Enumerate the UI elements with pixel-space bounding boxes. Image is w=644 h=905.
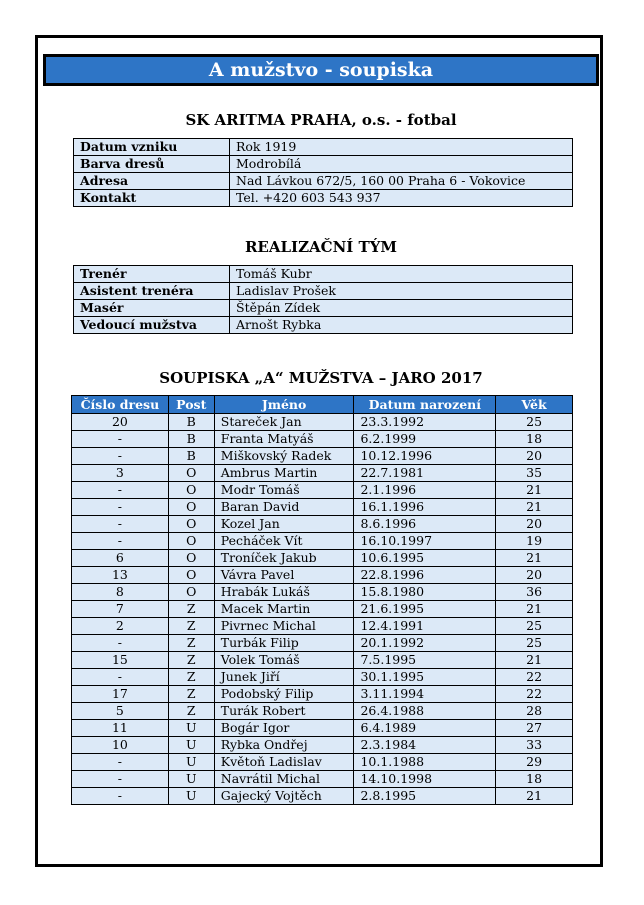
cell-position: B bbox=[168, 448, 214, 465]
table-row bbox=[72, 550, 573, 567]
cell-jersey-number: - bbox=[72, 482, 169, 499]
table-row bbox=[72, 703, 573, 720]
cell-age: 21 bbox=[496, 788, 573, 805]
table-row bbox=[72, 686, 573, 703]
cell-player-name: Macek Martin bbox=[214, 601, 354, 618]
column-header-player-name: Jméno bbox=[214, 396, 354, 414]
cell-position: O bbox=[168, 584, 214, 601]
table-row bbox=[72, 448, 573, 465]
cell-jersey-number: 3 bbox=[72, 465, 169, 482]
info-value: Arnošt Rybka bbox=[230, 317, 573, 334]
cell-age: 35 bbox=[496, 465, 573, 482]
cell-player-name: Modr Tomáš bbox=[214, 482, 354, 499]
cell-player-name: Pecháček Vít bbox=[214, 533, 354, 550]
cell-age: 20 bbox=[496, 516, 573, 533]
cell-position: U bbox=[168, 788, 214, 805]
cell-birth-date: 10.6.1995 bbox=[354, 550, 496, 567]
info-row bbox=[74, 173, 573, 190]
cell-player-name: Pivrnec Michal bbox=[214, 618, 354, 635]
table-row bbox=[72, 788, 573, 805]
info-label: Trenér bbox=[74, 266, 230, 283]
cell-position: O bbox=[168, 482, 214, 499]
table-row bbox=[72, 618, 573, 635]
cell-position: Z bbox=[168, 686, 214, 703]
table-row bbox=[72, 567, 573, 584]
cell-birth-date: 14.10.1998 bbox=[354, 771, 496, 788]
cell-age: 25 bbox=[496, 414, 573, 431]
cell-birth-date: 2.1.1996 bbox=[354, 482, 496, 499]
info-row bbox=[74, 283, 573, 300]
cell-age: 21 bbox=[496, 652, 573, 669]
cell-position: O bbox=[168, 533, 214, 550]
table-row bbox=[72, 431, 573, 448]
roster-heading: SOUPISKA „A“ MUŽSTVA – JARO 2017 bbox=[159, 369, 483, 387]
club-info-table bbox=[73, 138, 573, 207]
cell-position: Z bbox=[168, 669, 214, 686]
cell-birth-date: 7.5.1995 bbox=[354, 652, 496, 669]
cell-jersey-number: - bbox=[72, 754, 169, 771]
cell-jersey-number: 6 bbox=[72, 550, 169, 567]
cell-age: 29 bbox=[496, 754, 573, 771]
info-row bbox=[74, 139, 573, 156]
cell-age: 22 bbox=[496, 669, 573, 686]
info-label: Masér bbox=[74, 300, 230, 317]
cell-age: 20 bbox=[496, 448, 573, 465]
table-row bbox=[72, 482, 573, 499]
cell-position: B bbox=[168, 431, 214, 448]
cell-position: U bbox=[168, 754, 214, 771]
cell-player-name: Turák Robert bbox=[214, 703, 354, 720]
cell-age: 18 bbox=[496, 431, 573, 448]
cell-player-name: Volek Tomáš bbox=[214, 652, 354, 669]
cell-position: Z bbox=[168, 618, 214, 635]
info-value: Rok 1919 bbox=[230, 139, 573, 156]
cell-birth-date: 22.8.1996 bbox=[354, 567, 496, 584]
cell-player-name: Podobský Filip bbox=[214, 686, 354, 703]
cell-birth-date: 12.4.1991 bbox=[354, 618, 496, 635]
page-title: A mužstvo - soupiska bbox=[43, 54, 599, 86]
cell-age: 18 bbox=[496, 771, 573, 788]
cell-player-name: Troníček Jakub bbox=[214, 550, 354, 567]
cell-position: O bbox=[168, 499, 214, 516]
cell-jersey-number: - bbox=[72, 516, 169, 533]
cell-player-name: Ambrus Martin bbox=[214, 465, 354, 482]
table-row bbox=[72, 465, 573, 482]
team-info-table bbox=[73, 265, 573, 334]
cell-player-name: Rybka Ondřej bbox=[214, 737, 354, 754]
cell-player-name: Květoň Ladislav bbox=[214, 754, 354, 771]
table-row bbox=[72, 737, 573, 754]
cell-age: 22 bbox=[496, 686, 573, 703]
cell-position: O bbox=[168, 550, 214, 567]
team-heading: REALIZAČNÍ TÝM bbox=[244, 238, 398, 256]
table-row bbox=[72, 720, 573, 737]
info-label: Vedoucí mužstva bbox=[74, 317, 230, 334]
table-row bbox=[72, 533, 573, 550]
cell-position: O bbox=[168, 465, 214, 482]
info-label: Datum vzniku bbox=[74, 139, 230, 156]
cell-position: B bbox=[168, 414, 214, 431]
table-row bbox=[72, 754, 573, 771]
cell-position: Z bbox=[168, 652, 214, 669]
cell-age: 19 bbox=[496, 533, 573, 550]
cell-birth-date: 3.11.1994 bbox=[354, 686, 496, 703]
cell-birth-date: 8.6.1996 bbox=[354, 516, 496, 533]
info-label: Kontakt bbox=[74, 190, 230, 207]
cell-jersey-number: 20 bbox=[72, 414, 169, 431]
table-row bbox=[72, 414, 573, 431]
cell-birth-date: 6.2.1999 bbox=[354, 431, 496, 448]
table-row bbox=[72, 771, 573, 788]
cell-position: Z bbox=[168, 635, 214, 652]
table-row bbox=[72, 584, 573, 601]
table-row bbox=[72, 652, 573, 669]
cell-birth-date: 15.8.1980 bbox=[354, 584, 496, 601]
table-row bbox=[72, 516, 573, 533]
cell-player-name: Gajecký Vojtěch bbox=[214, 788, 354, 805]
cell-jersey-number: 7 bbox=[72, 601, 169, 618]
cell-position: U bbox=[168, 771, 214, 788]
info-row bbox=[74, 266, 573, 283]
column-header-age: Věk bbox=[496, 396, 573, 414]
cell-position: U bbox=[168, 720, 214, 737]
info-value: Tomáš Kubr bbox=[230, 266, 573, 283]
cell-age: 21 bbox=[496, 601, 573, 618]
cell-jersey-number: - bbox=[72, 771, 169, 788]
cell-age: 36 bbox=[496, 584, 573, 601]
roster-table bbox=[71, 395, 573, 805]
info-value: Modrobílá bbox=[230, 156, 573, 173]
cell-jersey-number: - bbox=[72, 431, 169, 448]
table-row bbox=[72, 601, 573, 618]
table-row bbox=[72, 635, 573, 652]
cell-player-name: Hrabák Lukáš bbox=[214, 584, 354, 601]
club-heading: SK ARITMA PRAHA, o.s. - fotbal bbox=[185, 111, 457, 129]
info-label: Barva dresů bbox=[74, 156, 230, 173]
cell-birth-date: 23.3.1992 bbox=[354, 414, 496, 431]
info-row bbox=[74, 300, 573, 317]
cell-age: 25 bbox=[496, 618, 573, 635]
info-value: Štěpán Zídek bbox=[230, 300, 573, 317]
column-header-birth-date: Datum narození bbox=[354, 396, 496, 414]
cell-age: 33 bbox=[496, 737, 573, 754]
cell-player-name: Navrátil Michal bbox=[214, 771, 354, 788]
cell-age: 25 bbox=[496, 635, 573, 652]
cell-player-name: Miškovský Radek bbox=[214, 448, 354, 465]
info-value: Tel. +420 603 543 937 bbox=[230, 190, 573, 207]
cell-birth-date: 2.8.1995 bbox=[354, 788, 496, 805]
cell-age: 27 bbox=[496, 720, 573, 737]
cell-player-name: Franta Matyáš bbox=[214, 431, 354, 448]
cell-jersey-number: - bbox=[72, 635, 169, 652]
column-header-jersey-number: Číslo dresu bbox=[72, 396, 169, 414]
cell-birth-date: 6.4.1989 bbox=[354, 720, 496, 737]
cell-jersey-number: - bbox=[72, 669, 169, 686]
cell-jersey-number: 11 bbox=[72, 720, 169, 737]
cell-player-name: Kozel Jan bbox=[214, 516, 354, 533]
cell-player-name: Junek Jiří bbox=[214, 669, 354, 686]
cell-player-name: Bogár Igor bbox=[214, 720, 354, 737]
table-row bbox=[72, 669, 573, 686]
cell-player-name: Baran David bbox=[214, 499, 354, 516]
cell-jersey-number: 2 bbox=[72, 618, 169, 635]
cell-birth-date: 26.4.1988 bbox=[354, 703, 496, 720]
info-row bbox=[74, 190, 573, 207]
cell-birth-date: 16.10.1997 bbox=[354, 533, 496, 550]
cell-jersey-number: 13 bbox=[72, 567, 169, 584]
cell-birth-date: 2.3.1984 bbox=[354, 737, 496, 754]
cell-age: 21 bbox=[496, 550, 573, 567]
info-label: Asistent trenéra bbox=[74, 283, 230, 300]
cell-jersey-number: 8 bbox=[72, 584, 169, 601]
info-row bbox=[74, 156, 573, 173]
cell-jersey-number: - bbox=[72, 499, 169, 516]
cell-jersey-number: 10 bbox=[72, 737, 169, 754]
cell-jersey-number: 17 bbox=[72, 686, 169, 703]
cell-birth-date: 10.1.1988 bbox=[354, 754, 496, 771]
info-value: Ladislav Prošek bbox=[230, 283, 573, 300]
cell-jersey-number: 15 bbox=[72, 652, 169, 669]
cell-jersey-number: - bbox=[72, 533, 169, 550]
cell-age: 21 bbox=[496, 499, 573, 516]
cell-position: O bbox=[168, 567, 214, 584]
cell-position: O bbox=[168, 516, 214, 533]
cell-player-name: Stareček Jan bbox=[214, 414, 354, 431]
cell-jersey-number: - bbox=[72, 788, 169, 805]
cell-birth-date: 10.12.1996 bbox=[354, 448, 496, 465]
cell-birth-date: 30.1.1995 bbox=[354, 669, 496, 686]
info-label: Adresa bbox=[74, 173, 230, 190]
info-value: Nad Lávkou 672/5, 160 00 Praha 6 - Vokovice bbox=[230, 173, 573, 190]
cell-birth-date: 22.7.1981 bbox=[354, 465, 496, 482]
cell-player-name: Turbák Filip bbox=[214, 635, 354, 652]
cell-position: Z bbox=[168, 601, 214, 618]
cell-age: 20 bbox=[496, 567, 573, 584]
cell-birth-date: 21.6.1995 bbox=[354, 601, 496, 618]
info-row bbox=[74, 317, 573, 334]
cell-jersey-number: - bbox=[72, 448, 169, 465]
cell-birth-date: 16.1.1996 bbox=[354, 499, 496, 516]
cell-age: 21 bbox=[496, 482, 573, 499]
cell-jersey-number: 5 bbox=[72, 703, 169, 720]
cell-position: Z bbox=[168, 703, 214, 720]
table-row bbox=[72, 499, 573, 516]
column-header-position: Post bbox=[168, 396, 214, 414]
cell-player-name: Vávra Pavel bbox=[214, 567, 354, 584]
cell-birth-date: 20.1.1992 bbox=[354, 635, 496, 652]
cell-position: U bbox=[168, 737, 214, 754]
cell-age: 28 bbox=[496, 703, 573, 720]
